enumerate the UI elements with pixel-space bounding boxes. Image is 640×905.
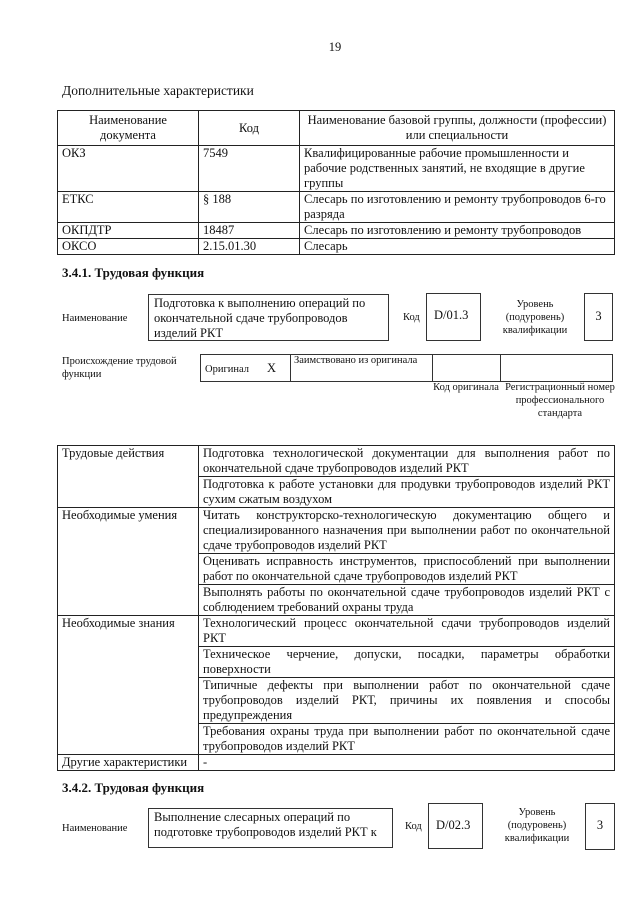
level-label: Уровень (подуровень) квалификации	[502, 299, 568, 336]
function-heading: 3.4.1. Трудовая функция	[62, 265, 205, 280]
cell: Слесарь по изготовлению и ремонту трубопроводов	[300, 223, 615, 239]
group-label: Другие характеристики	[58, 755, 199, 771]
cell: ОКЗ	[58, 146, 199, 192]
table-row	[58, 239, 615, 255]
cell: Квалифицированные рабочие промышленности и рабочие родственных занятий, не входящие в другие группы	[300, 146, 615, 192]
level-label: Уровень (подуровень) квалификации	[504, 807, 570, 844]
level-value: 3	[584, 293, 613, 341]
additional-title: Дополнительные характеристики	[62, 83, 254, 98]
function-name: Выполнение слесарных операций по подготовке трубопроводов изделий РКТ к	[148, 808, 393, 848]
cell: -	[199, 755, 615, 771]
original-mark: X	[267, 361, 277, 375]
additional-table	[57, 110, 615, 255]
table-row	[58, 508, 615, 554]
table-row	[58, 755, 615, 771]
borrowed-label: Заимствовано из оригинала	[294, 355, 418, 366]
table-row	[58, 192, 615, 223]
code-label: Код	[403, 312, 420, 323]
cell: Технологический процесс окончательной сдачи трубопроводов изделий РКТ	[199, 616, 615, 647]
table-row	[58, 446, 615, 477]
original-label: Оригинал	[205, 364, 249, 375]
header-cell: Наименование документа	[58, 111, 199, 146]
divider	[500, 355, 501, 381]
group-label: Трудовые действия	[58, 446, 199, 508]
header-cell: Код	[199, 111, 300, 146]
cell: ОКСО	[58, 239, 199, 255]
function-name: Подготовка к выполнению операций по окончательной сдаче трубопроводов изделий РКТ	[148, 294, 389, 341]
table-header	[58, 111, 615, 146]
cell: Слесарь	[300, 239, 615, 255]
cell: Требования охраны труда при выполнении работ по окончательной сдаче трубопроводов изделий РКТ	[199, 724, 615, 755]
page-number: 19	[328, 40, 342, 54]
group-label: Необходимые знания	[58, 616, 199, 755]
header-cell: Наименование базовой группы, должности (профессии) или специальности	[300, 111, 615, 146]
function-heading: 3.4.2. Трудовая функция	[62, 780, 205, 795]
divider	[432, 355, 433, 381]
origin-label: Происхождение трудовой функции	[62, 356, 177, 380]
cell: Оценивать исправность инструментов, приспособлений при выполнении работ по окончательной сдаче трубопроводов изделий РКТ	[199, 554, 615, 585]
cell: Выполнять работы по окончательной сдаче трубопроводов изделий РКТ с соблюдением требований охраны труда	[199, 585, 615, 616]
table-row	[58, 223, 615, 239]
cell: 2.15.01.30	[199, 239, 300, 255]
registration-label: Регистрационный номер профессионального стандарта	[505, 382, 615, 419]
cell: Слесарь по изготовлению и ремонту трубопроводов 6-го разряда	[300, 192, 615, 223]
function-details-table	[57, 445, 615, 771]
cell: ОКПДТР	[58, 223, 199, 239]
cell: Подготовка к работе установки для продувки трубопроводов изделий РКТ сухим сжатым воздухом	[199, 477, 615, 508]
cell: Подготовка технологической документации для выполнения работ по окончательной сдаче трубопроводов изделий РКТ	[199, 446, 615, 477]
origin-row	[200, 354, 613, 382]
divider	[290, 355, 291, 381]
level-value: 3	[585, 803, 615, 850]
table-row	[58, 146, 615, 192]
group-label: Необходимые умения	[58, 508, 199, 616]
name-label: Наименование	[62, 823, 128, 834]
name-label: Наименование	[62, 313, 128, 324]
cell: Техническое черчение, допуски, посадки, параметры обработки поверхности	[199, 647, 615, 678]
code-label: Код	[405, 821, 422, 832]
cell: Читать конструкторско-технологическую документацию общего и специализированного назначения при выполнении работ по окончательной сдаче трубопроводов изделий РКТ	[199, 508, 615, 554]
cell: Типичные дефекты при выполнении работ по окончательной сдаче трубопроводов изделий РКТ, причины их появления и способы предупреждения	[199, 678, 615, 724]
cell: 18487	[199, 223, 300, 239]
cell: § 188	[199, 192, 300, 223]
cell: ЕТКС	[58, 192, 199, 223]
cell: 7549	[199, 146, 300, 192]
table-row	[58, 616, 615, 647]
original-code-label: Код оригинала	[433, 382, 499, 393]
function-code: D/01.3	[426, 293, 481, 341]
function-code: D/02.3	[428, 803, 483, 849]
